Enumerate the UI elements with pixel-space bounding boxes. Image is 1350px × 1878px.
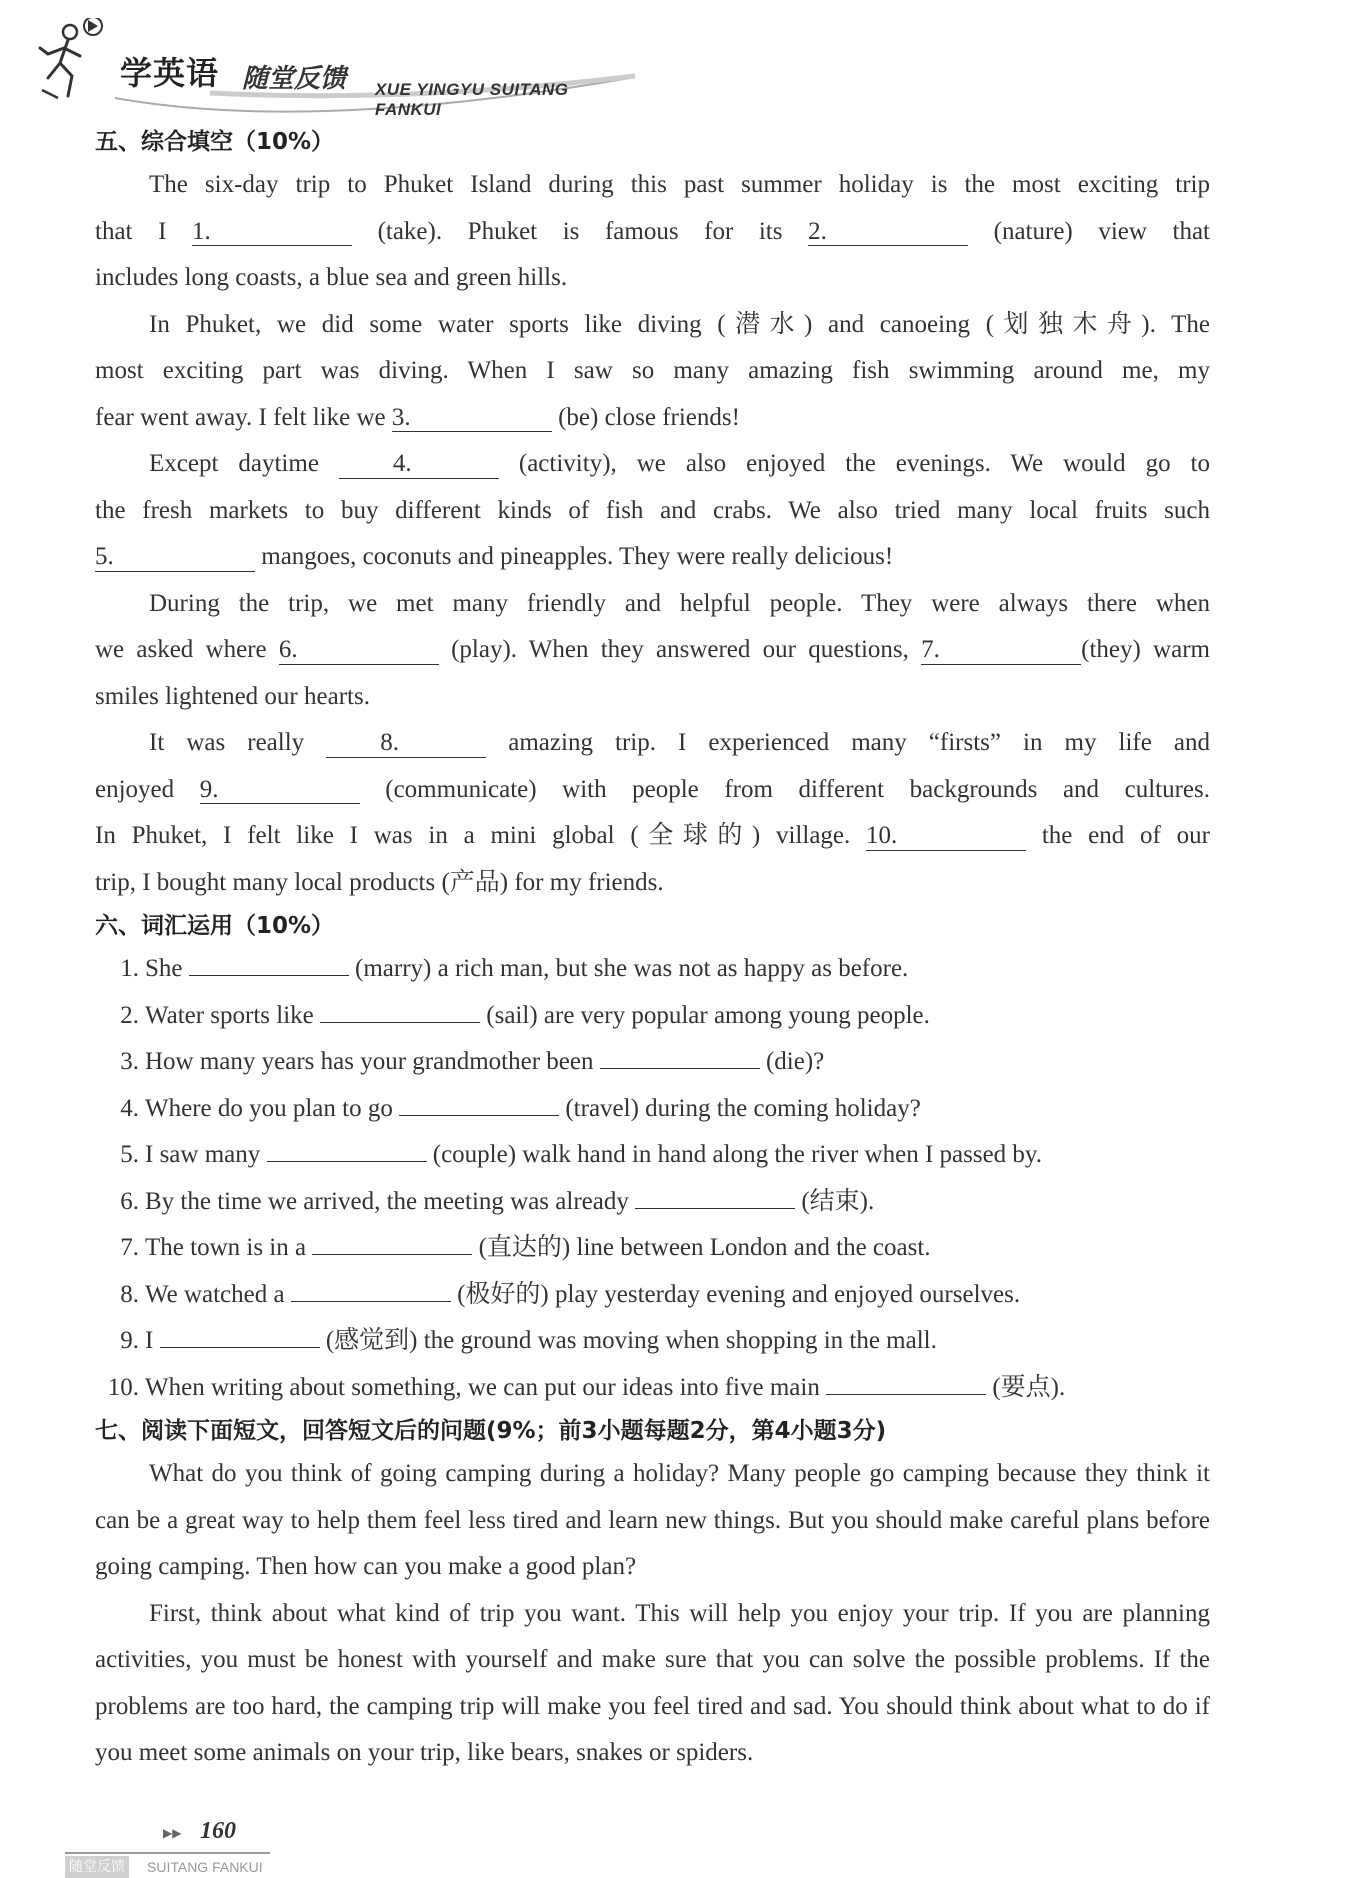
passage-line [95, 581, 1210, 628]
passage-line [95, 395, 1210, 442]
passage-line [95, 534, 1210, 581]
item-number: 3. [120, 1048, 139, 1075]
passage-line [95, 767, 1210, 814]
item-text: She [145, 955, 189, 982]
list-item [95, 1179, 1210, 1226]
item-text: How many years has your grandmother been [145, 1048, 600, 1075]
answer-blank[interactable]: 3. [392, 404, 552, 433]
passage-text: The six-day trip to Phuket Island during this past summer holiday is the most exciting trip [149, 171, 1210, 198]
item-text: (直达的) line between London and the coast. [472, 1234, 931, 1261]
passage-line [95, 441, 1210, 488]
item-text: (travel) during the coming holiday? [559, 1094, 921, 1122]
passage-line [95, 209, 1210, 256]
answer-blank[interactable] [189, 953, 349, 976]
list-item [95, 1318, 1210, 1365]
item-number: 5. [120, 1141, 139, 1168]
logo-pinyin: XUE YINGYU SUITANG FANKUI [375, 80, 569, 119]
passage-text: It was really [149, 729, 327, 756]
item-number: 9. [120, 1327, 139, 1354]
section-7-title: 七、阅读下面短文，回答短文后的问题(9%；前3小题每题2分，第4小题3分) [95, 1418, 887, 1444]
list-item [95, 993, 1210, 1040]
runner-figure-icon [30, 18, 120, 108]
passage-text: most exciting part was diving. When I saw so many amazing fish swimming around me, my [95, 357, 1210, 384]
passage-text: In Phuket, we did some water sports like diving (潜水) and canoeing (划独木舟). The [149, 310, 1210, 338]
item-number: 8. [120, 1280, 139, 1308]
logo-title: 学英语 [120, 54, 220, 92]
passage-text: During the trip, we met many friendly and helpful people. They were always there when [149, 589, 1210, 617]
section-6-title: 六、词汇运用（10%） [95, 913, 335, 939]
passage-line [95, 488, 1210, 535]
item-text: (结束). [795, 1187, 875, 1215]
passage-line [95, 302, 1210, 349]
answer-blank[interactable] [826, 1372, 986, 1395]
page-footer [65, 1818, 365, 1875]
passage-line [95, 720, 1210, 767]
list-item [95, 1039, 1210, 1086]
reading-paragraph: First, think about what kind of trip you want. This will help you enjoy your trip. If you are planning activities, you must be honest with yourself and make sure that you can solve the possible problems. If the problems are too hard, the camping trip will make you feel tired and sad. You should think about what to do if you meet some animals on your trip, like bears, snakes or spiders. [95, 1599, 1210, 1766]
answer-blank[interactable]: 5. [95, 543, 255, 572]
footer-label-en: SUITANG FANKUI [147, 1859, 263, 1875]
list-item [95, 1272, 1210, 1319]
item-text: By the time we arrived, the meeting was already [145, 1187, 636, 1215]
answer-blank[interactable]: 4. [339, 450, 499, 479]
item-text: (couple) walk hand in hand along the river when I passed by. [426, 1141, 1043, 1168]
footer-divider [65, 1852, 270, 1854]
passage-line [95, 348, 1210, 395]
answer-blank[interactable]: 6. [279, 636, 439, 665]
page-number: 160 [200, 1818, 236, 1844]
footer-label-cn: 随堂反馈 [65, 1856, 129, 1878]
passage-text: we asked where [95, 636, 279, 663]
passage-text: enjoyed [95, 775, 200, 803]
answer-blank[interactable] [312, 1232, 472, 1255]
answer-blank[interactable] [399, 1093, 559, 1116]
list-item [95, 1086, 1210, 1133]
item-text: Water sports like [145, 1001, 321, 1029]
passage-line [95, 162, 1210, 209]
item-number: 6. [120, 1187, 139, 1215]
list-item [95, 1225, 1210, 1272]
answer-blank[interactable]: 2. [808, 218, 968, 247]
list-item [95, 1132, 1210, 1179]
passage-line [95, 255, 1210, 302]
passage-text: (they) warm smiles lightened our hearts. [95, 636, 1210, 710]
answer-blank[interactable] [635, 1186, 795, 1209]
passage-text: (be) close friends! [551, 403, 740, 431]
passage-text: amazing trip. I experienced many “firsts” in my life and [486, 729, 1210, 756]
answer-blank[interactable]: 1. [192, 218, 352, 247]
section-5-passage [95, 162, 1210, 906]
section-5-title: 五、综合填空（10%） [95, 129, 335, 155]
passage-text: (communicate) with people from different backgrounds and cultures. [359, 775, 1210, 803]
answer-blank[interactable]: 10. [866, 822, 1026, 851]
answer-blank[interactable] [160, 1325, 320, 1348]
reading-paragraph: What do you think of going camping during a holiday? Many people go camping because they think it can be a great way to help them feel less tired and learn new things. But you should make careful plans before going camping. Then how can you make a good plan? [95, 1460, 1210, 1580]
item-text: (要点). [986, 1373, 1066, 1401]
passage-text: (play). When they answered our questions, [438, 636, 922, 663]
passage-text: (take). Phuket is famous for its [351, 217, 809, 245]
item-text: Where do you plan to go [145, 1094, 400, 1122]
passage-text: Except daytime [149, 450, 339, 477]
item-number: 7. [120, 1234, 139, 1261]
passage-text: the end of our [1026, 822, 1210, 849]
page-header [30, 18, 630, 118]
passage-line [95, 860, 1210, 907]
item-text: (marry) a rich man, but she was not as happy as before. [348, 955, 909, 982]
answer-blank[interactable] [600, 1046, 760, 1069]
item-number: 2. [120, 1001, 139, 1029]
item-text: We watched a [145, 1280, 291, 1308]
answer-blank[interactable] [320, 1000, 480, 1023]
passage-text: trip, I bought many local products (产品) for my friends. [95, 868, 664, 896]
list-item [95, 946, 1210, 993]
item-number: 1. [120, 955, 139, 982]
item-text: The town is in a [145, 1234, 313, 1261]
passage-text: (nature) view that [968, 217, 1210, 245]
item-number: 4. [120, 1094, 139, 1122]
passage-text: fear went away. I felt like we [95, 403, 392, 431]
passage-line [95, 813, 1210, 860]
item-text: (感觉到) the ground was moving when shopping in the mall. [319, 1327, 937, 1354]
section-7-passage [95, 1451, 1210, 1777]
page-content [95, 122, 1210, 1777]
item-text: I [145, 1327, 160, 1354]
item-text: (sail) are very popular among young people. [480, 1001, 930, 1029]
answer-blank[interactable] [267, 1139, 427, 1162]
item-number: 10. [107, 1373, 139, 1401]
item-text: I saw many [145, 1141, 267, 1168]
passage-text: (activity), we also enjoyed the evenings. We would go to [498, 450, 1210, 477]
answer-blank[interactable]: 9. [200, 776, 360, 805]
passage-text: In Phuket, I felt like I was in a mini global (全球的) village. [95, 822, 867, 849]
passage-text: mangoes, coconuts and pineapples. They were really delicious! [255, 543, 894, 570]
passage-text: includes long coasts, a blue sea and green hills. [95, 264, 568, 291]
footer-arrows-icon: ▶▶ [163, 1826, 182, 1840]
passage-text: that I [95, 217, 192, 245]
passage-text: the fresh markets to buy different kinds of fish and crabs. We also tried many local fruits such [95, 496, 1210, 524]
passage-line [95, 627, 1210, 720]
item-text: (die)? [759, 1048, 825, 1075]
list-item [95, 1365, 1210, 1412]
answer-blank[interactable]: 8. [326, 729, 486, 758]
logo-subtitle: 随堂反馈 [242, 64, 347, 94]
answer-blank[interactable] [291, 1279, 451, 1302]
item-text: When writing about something, we can put our ideas into five main [145, 1373, 827, 1401]
item-text: (极好的) play yesterday evening and enjoyed ourselves. [450, 1280, 1021, 1308]
section-6-list [95, 946, 1210, 1411]
answer-blank[interactable]: 7. [921, 636, 1081, 665]
